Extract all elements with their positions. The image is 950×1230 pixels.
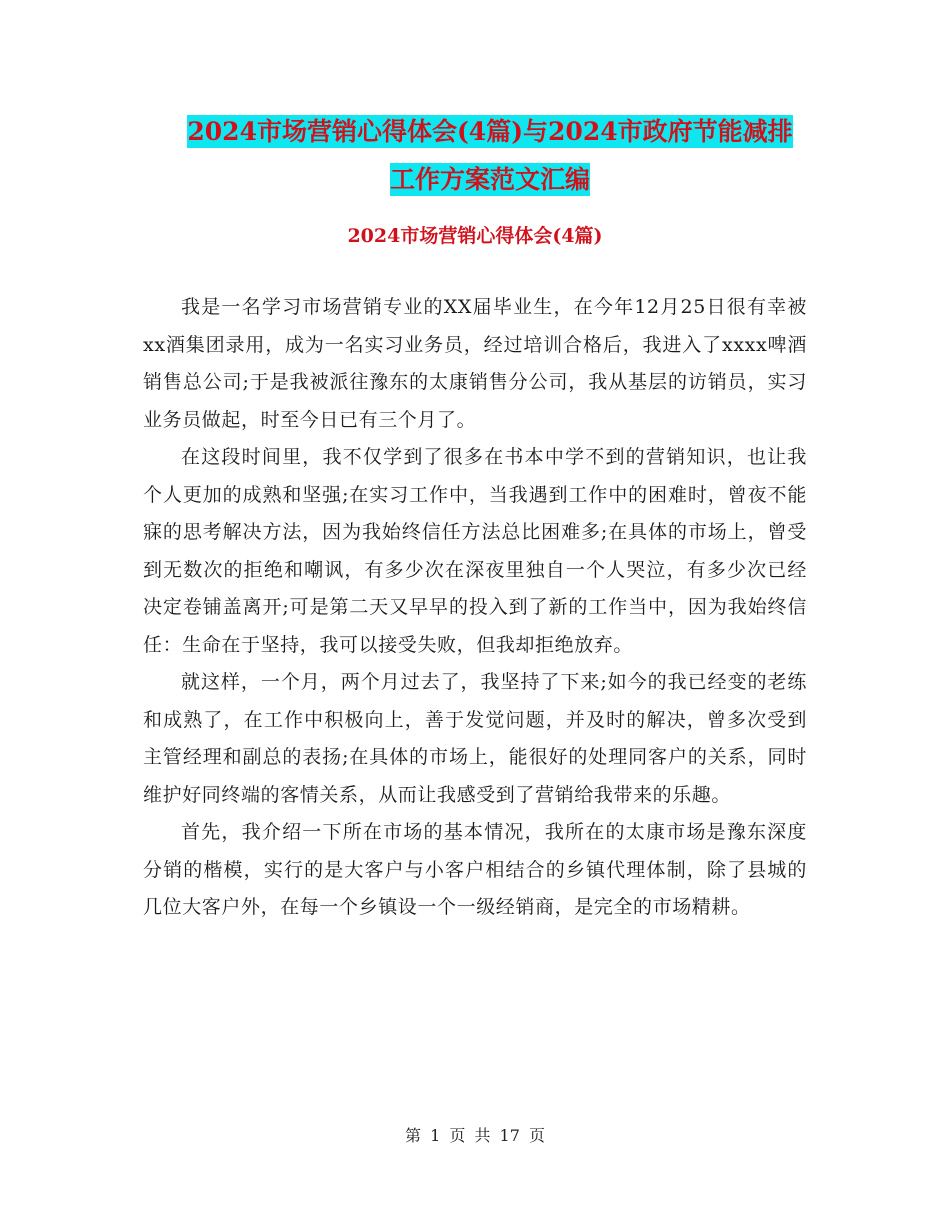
body-text (143, 289, 807, 927)
paragraph-4: 首先，我介绍一下所在市场的基本情况，我所在的太康市场是豫东深度分销的楷模，实行的是大客户与小客户相结合的乡镇代理体制，除了县城的几位大客户外，在每一个乡镇设一个一级经销商，是完全的市场精耕。 (143, 821, 807, 918)
section-title: 2024市场营销心得体会(4篇) (347, 225, 603, 247)
document-title-line-1: 2024市场营销心得体会(4篇)与2024市政府节能减排 (187, 117, 793, 146)
document-title (140, 108, 840, 204)
document-title-line-2: 工作方案范文汇编 (389, 165, 590, 194)
paragraph-1: 我是一名学习市场营销专业的XX届毕业生，在今年12月25日很有幸被xx酒集团录用，成为一名实习业务员，经过培训合格后，我进入了xxxx啤酒销售总公司;于是我被派往豫东的太康销售分公司，我从基层的访销员，实习业务员做起，时至今日已有三个月了。 (143, 296, 807, 431)
page-footer: 第 1 页 共 17 页 (405, 1126, 545, 1145)
paragraph-3: 就这样，一个月，两个月过去了，我坚持了下来;如今的我已经变的老练和成熟了，在工作中积极向上，善于发觉问题，并及时的解决，曾多次受到主管经理和副总的表扬;在具体的市场上，能很好的处理同客户的关系，同时维护好同终端的客情关系，从而让我感受到了营销给我带来的乐趣。 (143, 671, 807, 806)
paragraph-2: 在这段时间里，我不仅学到了很多在书本中学不到的营销知识，也让我个人更加的成熟和坚强;在实习工作中，当我遇到工作中的困难时，曾夜不能寐的思考解决方法，因为我始终信任方法总比困难多;在具体的市场上，曾受到无数次的拒绝和嘲讽，有多少次在深夜里独自一个人哭泣，有多少次已经决定卷铺盖离开;可是第二天又早早的投入到了新的工作当中，因为我始终信任：生命在于坚持，我可以接受失败，但我却拒绝放弃。 (143, 446, 807, 656)
